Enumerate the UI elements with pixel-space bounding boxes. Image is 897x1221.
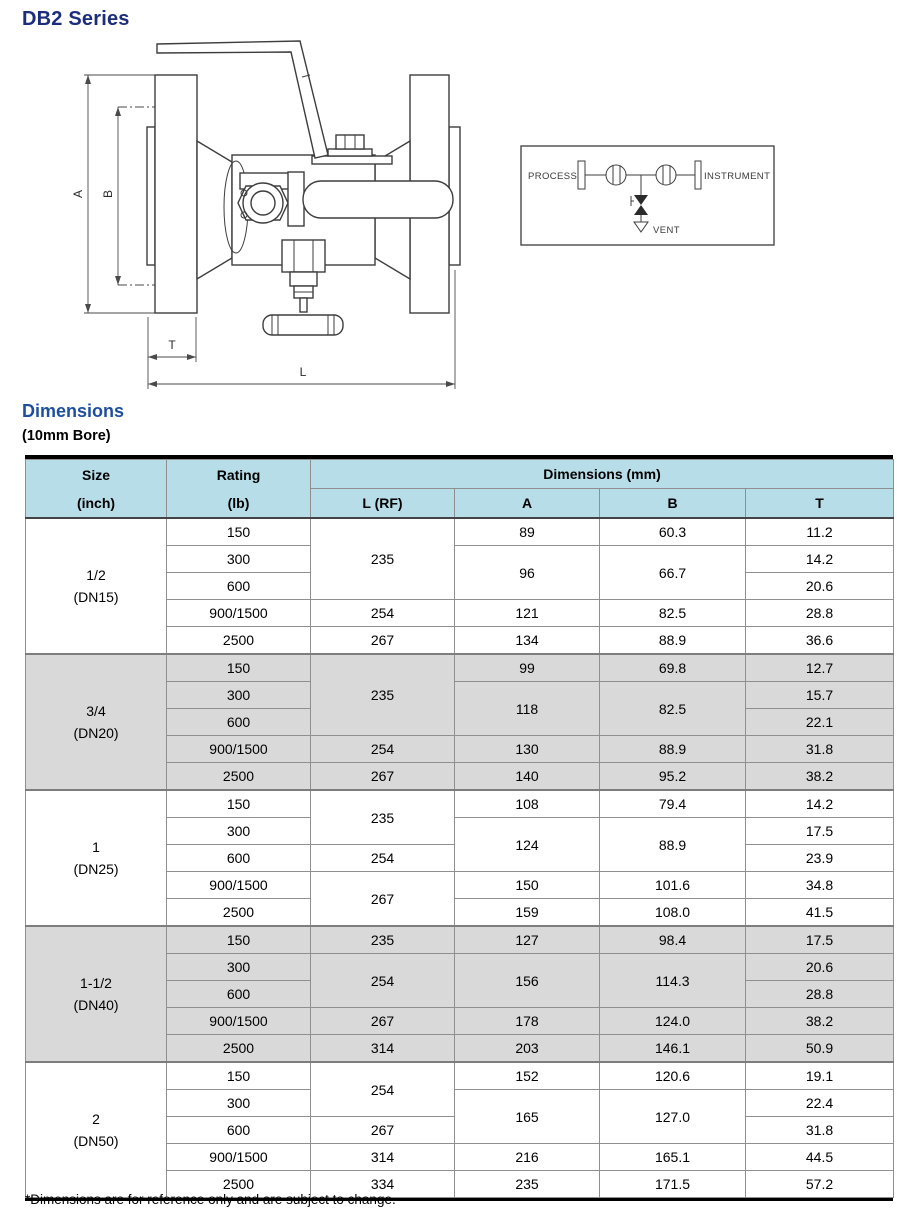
size-inch: 1-1/2	[80, 975, 112, 991]
col-header-rating-line2: (lb)	[227, 494, 250, 511]
dim-cell-b: 165.1	[600, 1144, 746, 1171]
dim-cell-t: 11.2	[746, 518, 894, 546]
dim-label-l: L	[299, 365, 307, 379]
gland-inner-circle	[251, 191, 275, 215]
dim-cell-a: 156	[455, 954, 600, 1008]
dim-cell-b: 127.0	[600, 1090, 746, 1144]
bolt-head	[336, 135, 364, 149]
table-row	[26, 790, 894, 818]
size-inch: 1	[92, 839, 100, 855]
dim-cell-b: 124.0	[600, 1008, 746, 1035]
dim-cell-a: 89	[455, 518, 600, 546]
col-header-rating-line1: Rating	[216, 466, 261, 483]
dim-cell-t: 20.6	[746, 573, 894, 600]
dim-cell-b: 66.7	[600, 546, 746, 600]
dim-cell-a: 178	[455, 1008, 600, 1035]
dim-cell-a: 165	[455, 1090, 600, 1144]
dim-cell-t: 19.1	[746, 1062, 894, 1090]
rating-cell: 300	[167, 818, 311, 845]
dim-cell-a: 130	[455, 736, 600, 763]
size-inch: 3/4	[86, 703, 106, 719]
dim-cell-l: 314	[311, 1144, 455, 1171]
size-cell	[26, 926, 167, 1062]
instrument-label: INSTRUMENT	[704, 171, 771, 182]
table-body	[26, 518, 894, 1198]
dim-cell-b: 60.3	[600, 518, 746, 546]
size-cell	[26, 790, 167, 926]
rating-cell: 900/1500	[167, 600, 311, 627]
table-row	[26, 1062, 894, 1090]
valve-technical-drawing	[60, 35, 480, 395]
dim-cell-b: 114.3	[600, 954, 746, 1008]
rating-cell: 150	[167, 654, 311, 682]
dim-cell-b: 69.8	[600, 654, 746, 682]
dim-cell-b: 88.9	[600, 736, 746, 763]
left-body-cone	[197, 141, 232, 279]
dim-cell-b: 98.4	[600, 926, 746, 954]
size-dn: (DN20)	[73, 725, 119, 741]
dim-cell-l: 254	[311, 1062, 455, 1117]
dim-cell-t: 31.8	[746, 736, 894, 763]
dim-cell-l: 334	[311, 1171, 455, 1198]
dim-cell-l: 235	[311, 790, 455, 845]
flow-schematic	[520, 145, 776, 247]
dim-cell-l: 254	[311, 954, 455, 1008]
size-inch: 2	[92, 1111, 100, 1127]
dim-cell-t: 41.5	[746, 899, 894, 927]
left-flange	[155, 75, 197, 313]
col-header-t: T	[746, 489, 894, 519]
dim-cell-a: 127	[455, 926, 600, 954]
vent-t-handle	[263, 315, 343, 335]
dim-cell-l: 267	[311, 627, 455, 655]
dim-cell-b: 120.6	[600, 1062, 746, 1090]
dim-cell-a: 108	[455, 790, 600, 818]
table-row	[26, 654, 894, 682]
dim-cell-t: 14.2	[746, 546, 894, 573]
dim-cell-a: 235	[455, 1171, 600, 1198]
col-header-dimensions-group: Dimensions (mm)	[311, 460, 894, 489]
rating-cell: 150	[167, 518, 311, 546]
dim-cell-a: 140	[455, 763, 600, 791]
dim-label-a: A	[71, 189, 85, 199]
dim-cell-t: 31.8	[746, 1117, 894, 1144]
dim-cell-t: 28.8	[746, 981, 894, 1008]
col-header-a: A	[455, 489, 600, 519]
size-cell	[26, 654, 167, 790]
dim-cell-a: 118	[455, 682, 600, 736]
flow-schematic-svg	[520, 145, 776, 247]
rating-cell: 2500	[167, 899, 311, 927]
vent-label: VENT	[653, 225, 680, 236]
size-cell	[26, 1062, 167, 1198]
dim-cell-l: 267	[311, 1008, 455, 1035]
table-row	[26, 926, 894, 954]
dim-cell-l: 267	[311, 1117, 455, 1144]
table-row	[26, 518, 894, 546]
dim-cell-l: 267	[311, 872, 455, 927]
dim-cell-t: 36.6	[746, 627, 894, 655]
size-dn: (DN15)	[73, 589, 119, 605]
dim-cell-b: 82.5	[600, 600, 746, 627]
dim-cell-l: 267	[311, 763, 455, 791]
dim-cell-l: 254	[311, 600, 455, 627]
rating-cell: 2500	[167, 763, 311, 791]
dim-cell-l: 254	[311, 736, 455, 763]
size-dn: (DN50)	[73, 1133, 119, 1149]
process-label: PROCESS	[528, 171, 578, 182]
dim-cell-t: 38.2	[746, 763, 894, 791]
dim-cell-t: 44.5	[746, 1144, 894, 1171]
dim-cell-t: 17.5	[746, 926, 894, 954]
dim-cell-t: 14.2	[746, 790, 894, 818]
left-flange-raised-face	[147, 127, 155, 265]
dim-cell-a: 134	[455, 627, 600, 655]
mount-plate	[312, 156, 392, 164]
dim-cell-b: 101.6	[600, 872, 746, 899]
dim-cell-t: 38.2	[746, 1008, 894, 1035]
dim-cell-t: 12.7	[746, 654, 894, 682]
dim-cell-t: 23.9	[746, 845, 894, 872]
rating-cell: 300	[167, 1090, 311, 1117]
rating-cell: 600	[167, 981, 311, 1008]
rating-cell: 150	[167, 1062, 311, 1090]
size-dn: (DN40)	[73, 997, 119, 1013]
dim-cell-t: 17.5	[746, 818, 894, 845]
dim-cell-a: 96	[455, 546, 600, 600]
dim-cell-a: 150	[455, 872, 600, 899]
dim-cell-b: 79.4	[600, 790, 746, 818]
rating-cell: 600	[167, 1117, 311, 1144]
dim-cell-l: 235	[311, 518, 455, 600]
dim-label-t: T	[168, 338, 176, 352]
dimension-t	[148, 317, 196, 389]
dim-cell-b: 108.0	[600, 899, 746, 927]
rating-cell: 600	[167, 709, 311, 736]
dim-label-b: B	[101, 189, 115, 199]
size-inch: 1/2	[86, 567, 106, 583]
col-header-b: B	[600, 489, 746, 519]
section-heading: Dimensions	[22, 401, 125, 421]
handle-bar	[303, 181, 453, 218]
dim-cell-l: 254	[311, 845, 455, 872]
dim-cell-t: 22.4	[746, 1090, 894, 1117]
dim-cell-a: 124	[455, 818, 600, 872]
size-cell	[26, 518, 167, 654]
rating-cell: 150	[167, 790, 311, 818]
rating-cell: 300	[167, 546, 311, 573]
rating-cell: 150	[167, 926, 311, 954]
dim-cell-a: 159	[455, 899, 600, 927]
bore-subheading: (10mm Bore)	[22, 428, 111, 444]
dim-cell-a: 203	[455, 1035, 600, 1063]
bolt-washer	[328, 149, 372, 156]
rating-cell: 600	[167, 573, 311, 600]
col-header-rating	[167, 460, 311, 519]
dim-cell-a: 216	[455, 1144, 600, 1171]
dim-cell-t: 28.8	[746, 600, 894, 627]
dim-cell-a: 99	[455, 654, 600, 682]
rating-cell: 900/1500	[167, 872, 311, 899]
rating-cell: 2500	[167, 1171, 311, 1198]
dim-cell-l: 235	[311, 926, 455, 954]
rating-cell: 900/1500	[167, 1144, 311, 1171]
col-header-size-line1: Size	[81, 466, 110, 483]
col-header-size-line2: (inch)	[76, 494, 116, 511]
dim-cell-t: 57.2	[746, 1171, 894, 1198]
dim-cell-a: 121	[455, 600, 600, 627]
dim-cell-b: 88.9	[600, 627, 746, 655]
rating-cell: 900/1500	[167, 1008, 311, 1035]
col-header-l-rf: L (RF)	[311, 489, 455, 519]
dim-cell-t: 22.1	[746, 709, 894, 736]
col-header-size	[26, 460, 167, 519]
handle-bar-connector	[288, 172, 304, 226]
page-title: DB2 Series	[22, 8, 130, 30]
rating-cell: 2500	[167, 1035, 311, 1063]
dimensions-table	[25, 459, 894, 1198]
rating-cell: 600	[167, 845, 311, 872]
rating-cell: 2500	[167, 627, 311, 655]
valve-drawing-svg	[60, 35, 480, 395]
dim-cell-t: 15.7	[746, 682, 894, 709]
rating-cell: 900/1500	[167, 736, 311, 763]
size-dn: (DN25)	[73, 861, 119, 877]
dim-cell-b: 88.9	[600, 818, 746, 872]
dim-cell-b: 171.5	[600, 1171, 746, 1198]
rating-cell: 300	[167, 682, 311, 709]
footnote: *Dimensions are for reference only and are subject to change.	[25, 1192, 396, 1207]
dim-cell-b: 146.1	[600, 1035, 746, 1063]
dim-cell-l: 314	[311, 1035, 455, 1063]
dim-cell-t: 34.8	[746, 872, 894, 899]
dim-cell-b: 95.2	[600, 763, 746, 791]
rating-cell: 300	[167, 954, 311, 981]
dim-cell-t: 20.6	[746, 954, 894, 981]
dim-cell-a: 152	[455, 1062, 600, 1090]
dim-cell-b: 82.5	[600, 682, 746, 736]
dimensions-table-wrap	[25, 455, 893, 1201]
dim-cell-t: 50.9	[746, 1035, 894, 1063]
table-header	[26, 460, 894, 519]
dim-cell-l: 235	[311, 654, 455, 736]
